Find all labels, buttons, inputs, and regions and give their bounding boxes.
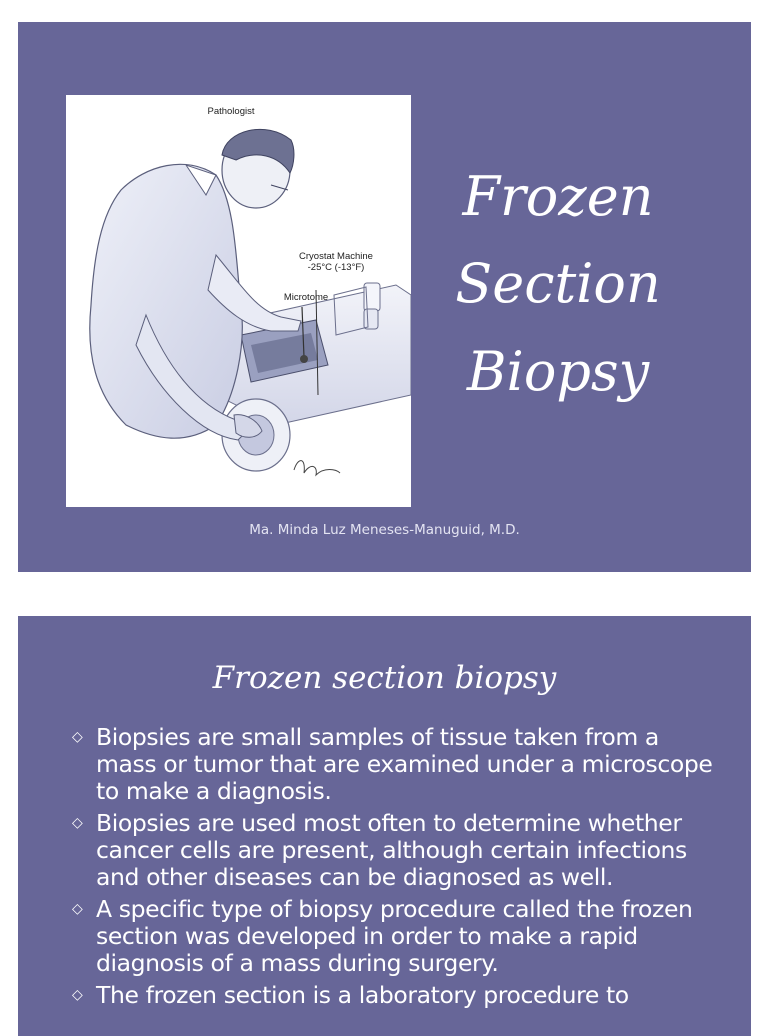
title-line-2: Section	[455, 252, 661, 315]
bullet-text: A specific type of biopsy procedure called the frozen section was developed in order to make a rapid diagnosis of a mass during surgery.	[96, 895, 693, 977]
bullet-text: Biopsies are used most often to determine whether cancer cells are present, although certain infections and other diseases can be diagnosed as well.	[96, 809, 687, 891]
title-line-1: Frozen	[462, 165, 654, 228]
pathologist-drawing	[66, 95, 411, 507]
diamond-bullet-icon: ◇	[72, 987, 83, 1003]
bullet-text: Biopsies are small samples of tissue taken from a mass or tumor that are examined under a microscope to make a diagnosis.	[96, 723, 713, 805]
pathologist-illustration	[66, 95, 411, 507]
diamond-bullet-icon: ◇	[72, 729, 83, 745]
title-slide	[18, 22, 751, 572]
cryostat-temperature-label: -25°C (-13°F)	[307, 262, 365, 273]
content-slide	[18, 616, 751, 1036]
list-item	[66, 896, 726, 977]
diamond-bullet-icon: ◇	[72, 815, 83, 831]
pathologist-label: Pathologist	[207, 106, 255, 117]
author-name: Ma. Minda Luz Meneses-Manuguid, M.D.	[249, 522, 520, 538]
microtome-label: Microtome	[283, 292, 329, 303]
list-item	[66, 982, 726, 1009]
title-line-3: Biopsy	[466, 340, 650, 403]
list-item	[66, 724, 726, 805]
bullet-list	[66, 724, 726, 1014]
slide-title: Frozen section biopsy	[212, 660, 557, 696]
list-item	[66, 810, 726, 891]
cryostat-label: Cryostat Machine	[299, 251, 373, 262]
diamond-bullet-icon: ◇	[72, 901, 83, 917]
bullet-text: The frozen section is a laboratory procedure to	[96, 981, 629, 1009]
